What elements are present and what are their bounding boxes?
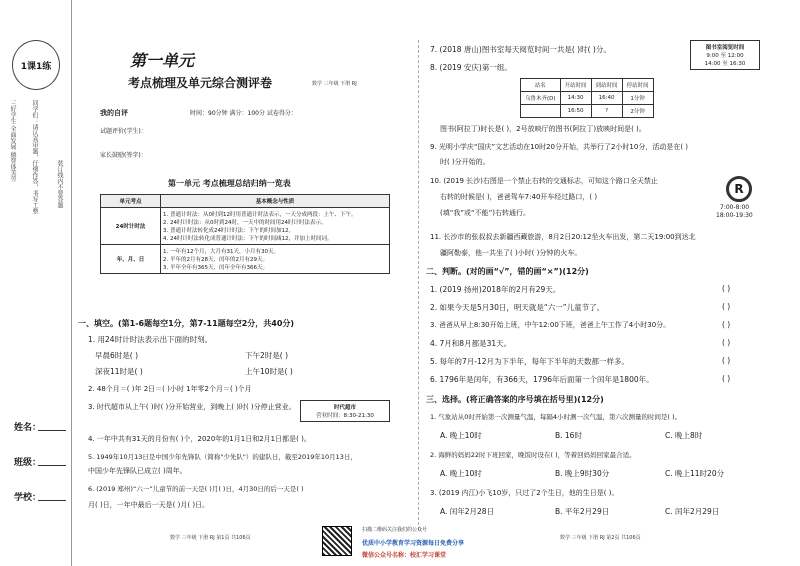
student-eval-line: 试题评价(学生)：	[100, 128, 147, 135]
sidebar-slogan: 三好学生 全面发展 德智体美劳	[9, 100, 16, 182]
page-divider	[418, 40, 419, 530]
choice-option[interactable]: C. 晚上11时20分	[665, 469, 725, 478]
sidebar-notes: 同学们：请认真审题，仔细作答，书写工整	[31, 100, 38, 214]
main-title: 考点梳理及单元综合测评卷	[128, 76, 273, 90]
section3-title: 三、选择。(将正确答案的序号填在括号里)(12分)	[426, 395, 604, 404]
table-row	[101, 245, 390, 274]
station-header: 到站时间	[591, 79, 622, 92]
parent-sign-line: 家长鼓励(签字)：	[100, 152, 147, 159]
summary-point: 1. 一年有12个月，大月有31天，小月有30天。	[163, 249, 279, 255]
station-cell: ?	[591, 105, 622, 118]
answer-bracket[interactable]: ( )	[722, 284, 731, 293]
summary-table	[100, 194, 390, 274]
station-cell: 乌鲁木齐(D)	[521, 92, 561, 105]
choice-option[interactable]: C. 晚上8时	[665, 431, 703, 440]
binding-sidebar	[0, 0, 72, 566]
choice-option[interactable]: B. 16时	[555, 431, 582, 440]
question-10: 10. (2019 长沙)右图是一个禁止右转的交通标志，可知这个路口全天禁止	[430, 177, 658, 185]
exam-time-info: 时间：90分钟 满分：100分 试卷得分：	[190, 110, 297, 117]
box-title: 时代超市	[333, 405, 356, 411]
question-11: 11. 长沙市的张叔叔去新疆西藏旅游，8月2日20:12坐火车出发，第二天19:00到达北	[430, 233, 696, 241]
self-eval-label: 我的自评	[100, 109, 128, 117]
class-field[interactable]	[38, 465, 66, 466]
answer-bracket[interactable]: ( )	[722, 302, 731, 311]
question-8: 8. (2019 安庆)第一组。	[430, 63, 512, 72]
box-line: 14:00 至 16:30	[704, 61, 746, 67]
box-line: 9:00 至 12:00	[706, 53, 744, 59]
supermarket-hours-box	[300, 400, 390, 422]
judge-item: 6. 1796年是闰年，有366天，1796年后面第一个闰年是1800年。	[430, 375, 654, 384]
q1-item: 上午10时是( )	[245, 367, 293, 376]
station-cell: 14:30	[560, 92, 591, 105]
unit-title: 第一单元	[130, 51, 195, 70]
section2-title: 二、判断。(对的画“√”，错的画“×”)(12分)	[426, 267, 589, 276]
q1-item: 下午2时是( )	[245, 351, 289, 360]
question-2: 2. 48个月＝( )年 2日＝( )小时 1年零2个月＝( )个月	[88, 385, 252, 393]
judge-item: 3. 爸爸从早上8:30开始上班，中午12:00下班，爸爸上午工作了4小时30分。	[430, 321, 671, 329]
station-cell: 16:40	[591, 92, 622, 105]
answer-bracket[interactable]: ( )	[722, 356, 731, 365]
choice-option[interactable]: B. 晚上9时30分	[555, 469, 610, 478]
question-3: 3. 时代超市从上午( )时( )分开始营业，到晚上( )时( )分停止营业。	[88, 403, 296, 411]
summary-topic: 24时计时法	[101, 208, 161, 245]
choice-option[interactable]: B. 平年2月29日	[555, 507, 610, 516]
qr-code-icon[interactable]	[322, 526, 352, 556]
q1-item: 深夜11时是( )	[95, 367, 143, 376]
station-table	[520, 78, 654, 118]
summary-point: 3. 平年全年有365天，闰年全年有366天。	[163, 265, 268, 271]
summary-point: 1. 普通计时法：从0时到12时用普通计时法表示，一天分成两段：上午、下午。	[163, 212, 357, 218]
choice-question: 1. 气象站从0时开始第一次测量气温，每隔4小时测一次气温，第六次测量的时间是( )。	[430, 413, 682, 421]
choice-question: 3. (2019 内江)小飞10岁，只过了2个生日，他的生日是( )。	[430, 489, 619, 497]
no-right-turn-icon: R	[726, 176, 752, 202]
sign-time-2: 18:00-19:30	[716, 212, 753, 219]
answer-bracket[interactable]: ( )	[722, 374, 731, 383]
table-row	[101, 208, 390, 245]
station-header: 停站时间	[622, 79, 653, 92]
promo-line-1: 扫描二维码关注我们的公众号	[362, 527, 428, 533]
choice-option[interactable]: A. 闰年2月28日	[440, 507, 495, 516]
box-title: 图书室阅览时间	[705, 45, 745, 51]
seal-note: 装订线内不要答题	[56, 160, 63, 208]
station-cell	[521, 105, 561, 118]
choice-option[interactable]: A. 晚上10时	[440, 469, 482, 478]
subject-info: 数学 三年级 下册 RJ	[312, 81, 357, 87]
question-10-cont2: (填“我”或“不能”)右转通行。	[440, 209, 530, 217]
judge-item: 5. 每年的7月-12月为下半年，每年下半年的天数都一样多。	[430, 357, 630, 366]
summary-header-points: 基本概念与性质	[161, 195, 390, 208]
question-5-cont: 中国少年先锋队已成立( )周年。	[88, 467, 187, 475]
box-text: 营业时间：8:30-21:30	[316, 413, 374, 419]
judge-item: 2. 如果今天是5月30日，明天就是“六一”儿童节了。	[430, 303, 605, 312]
brand-logo: 1课1练	[12, 40, 60, 90]
summary-header-topic: 单元考点	[101, 195, 161, 208]
table-row	[521, 105, 654, 118]
summary-point: 3. 普通计时法转化成24时计时法：下午的时间加12。	[163, 228, 294, 234]
question-11-cont: 疆阿勒泰，他一共坐了( )小时( )分钟的火车。	[440, 249, 582, 257]
answer-bracket[interactable]: ( )	[722, 338, 731, 347]
school-label: 学校：	[14, 493, 42, 503]
station-cell: 1分钟	[622, 92, 653, 105]
q1-item: 早晨6时是( )	[95, 351, 139, 360]
school-field[interactable]	[38, 500, 66, 501]
class-label: 班级：	[14, 458, 42, 468]
answer-bracket[interactable]: ( )	[722, 320, 731, 329]
right-page-footer: 数学 三年级 下册 RJ 第2页 共106页	[560, 535, 641, 541]
name-label: 姓名：	[14, 423, 42, 433]
library-hours-box	[690, 40, 760, 70]
summary-topic: 年、月、日	[101, 245, 161, 274]
station-header: 站名	[521, 79, 561, 92]
summary-heading: 第一单元 考点梳理总结归纳一览表	[168, 179, 291, 188]
table-row	[521, 92, 654, 105]
promo-line-2: 优质中小学教育学习资源每日免费分享	[362, 540, 465, 547]
question-8-cont: 图书(阿拉丁)时长是( )，2号放映厅的图书(阿拉丁)放映时间是( )。	[440, 125, 646, 133]
station-cell: 2分钟	[622, 105, 653, 118]
question-1: 1. 用24时计时法表示出下面的时刻。	[88, 335, 213, 344]
choice-option[interactable]: C. 闰年2月29日	[665, 507, 720, 516]
choice-question: 2. 海鲜的妈妈22时下班回家，晚饭时设在( )，等着回妈妈回家最合适。	[430, 451, 636, 459]
question-9-cont: 时( )分开始的。	[440, 158, 490, 166]
promo-line-3: 微信公众号名称：校汇学习课堂	[362, 552, 447, 559]
summary-point: 2. 24时计时法：从0时到24时，一天中的时间用24时计时法表示。	[163, 220, 327, 226]
question-5: 5. 1949年10月13日是中国少年先锋队（简称"少先队"）的建队日，截至2019年10月13日，	[88, 453, 357, 461]
question-7: 7. (2018 唐山)图书室每天阅览时间一共是( )时( )分。	[430, 45, 611, 54]
question-4: 4. 一年中共有31天的月份有( )个，2020年的1月1日和2月1日都是( )。	[88, 435, 311, 443]
name-field[interactable]	[38, 430, 66, 431]
question-6: 6. (2019 郑州)“六一”儿童节的前一天是( )月( )日，4月30日的后一天是( )	[88, 485, 304, 493]
left-page-footer: 数学 三年级 下册 RJ 第1页 共106页	[170, 535, 251, 541]
judge-item: 1. (2019 扬州)2018年的2月有29天。	[430, 285, 561, 294]
sign-time-1: 7:00-8:00	[720, 204, 750, 211]
question-6-cont: 月( )日，一年中最后一天是( )月( )日。	[88, 501, 210, 509]
question-10-cont: 右转的时候是( )，爸爸驾车7:40开车经过路口，( )	[440, 193, 598, 201]
summary-point: 2. 平年的2月有28天，闰年的2月有29天。	[163, 257, 268, 263]
judge-item: 4. 7月和8月都是31天。	[430, 339, 512, 348]
station-header: 开站时间	[560, 79, 591, 92]
section1-title: 一、填空。(第1-6题每空1分，第7-11题每空2分，共40分)	[78, 319, 295, 328]
summary-point: 4. 24时计时法转化成普通计时法：下午的时间减12，并加上时间词。	[163, 236, 333, 242]
station-cell: 16:50	[560, 105, 591, 118]
choice-option[interactable]: A. 晚上10时	[440, 431, 482, 440]
question-9: 9. 光明小学庆“国庆”文艺活动在10时20分开始，共举行了2小时10分，活动是在( )	[430, 143, 689, 151]
